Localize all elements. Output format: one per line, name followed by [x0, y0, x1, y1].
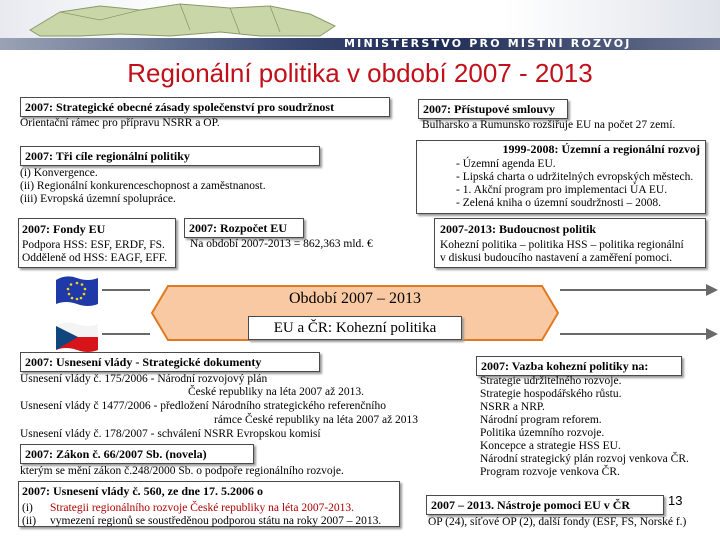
- links-line-3: NSRR a NRP.: [480, 401, 545, 413]
- links-line-5: Politika územního rozvoje.: [480, 427, 605, 439]
- three-goals-line-3: (iii) Evropská územní spolupráce.: [20, 193, 176, 205]
- law-text: kterým se mění zákon č.248/2000 Sb. o podpoře regionálního rozvoje.: [20, 465, 344, 477]
- gov-560-item-1-num: (i): [22, 502, 33, 514]
- links-line-7: Národní strategický plán rozvoj venkova ČR.: [480, 453, 689, 465]
- gov-560-item-2-text: vymezení regionů se soustředěnou podporou státu na roky 2007 – 2013.: [50, 515, 382, 527]
- header-banner: [0, 0, 720, 50]
- funds-title: 2007: Fondy EU: [22, 222, 106, 236]
- czech-flag-icon: [54, 320, 100, 354]
- accession-title: 2007: Přístupové smlouvy: [418, 99, 568, 119]
- tools-text: OP (24), síťové OP (2), další fondy (ESF, FS, Norské f.): [428, 516, 687, 528]
- three-goals-line-1: (i) Konvergence.: [20, 167, 98, 179]
- gov-560-item-2-num: (ii): [22, 515, 37, 527]
- three-goals-title: 2007: Tři cíle regionální politiky: [20, 146, 320, 166]
- gov-560-item-1-text: Strategii regionálního rozvoje České republiky na léta 2007-2013.: [50, 502, 355, 514]
- ministry-name: MINISTERSTVO PRO MÍSTNÍ ROZVOJ: [344, 37, 632, 50]
- three-goals-line-2: (ii) Regionální konkurenceschopnost a zaměstnanost.: [20, 180, 266, 192]
- law-title: 2007: Zákon č. 66/2007 Sb. (novela): [20, 444, 254, 464]
- future-line-1: Kohezní politika – politika HSS – politika regionální: [440, 239, 684, 251]
- links-line-2: Strategie hospodářského růstu.: [480, 388, 622, 400]
- territorial-title: 1999-2008: Územní a regionální rozvoj: [502, 142, 700, 156]
- future-line-2: v diskusi budoucího nastavení a zaměření pomoci.: [440, 252, 673, 264]
- funds-line-2: Odděleně od HSS: EAGF, EFF.: [22, 252, 168, 264]
- gov-resolution-title: 2007: Usnesení vlády - Strategické dokumenty: [20, 352, 320, 372]
- page-title: Regionální politika v období 2007 - 2013: [127, 58, 593, 88]
- future-title: 2007-2013: Budoucnost politik: [440, 222, 597, 236]
- gov-resolution-line-5: Usnesení vlády č. 178/2007 - schválení NSRR Evropskou komisí: [20, 428, 321, 440]
- tools-title: 2007 – 2013. Nástroje pomoci EU v ČR: [426, 495, 664, 515]
- accession-text: Bulharsko a Rumunsko rozšiřuje EU na počet 27 zemí.: [422, 119, 676, 131]
- links-line-6: Koncepce a strategie HSS EU.: [480, 440, 621, 452]
- eu-flag-icon: [54, 274, 100, 308]
- gov-resolution-line-4: rámce České republiky na léta 2007 až 2013: [214, 414, 419, 426]
- gov-560-title: 2007: Usnesení vlády č. 560, ze dne 17. 5.2006 o: [22, 484, 263, 498]
- funds-line-1: Podpora HSS: ESF, ERDF, FS.: [22, 239, 165, 251]
- center-subtitle: EU a ČR: Kohezní politika: [273, 320, 437, 336]
- links-line-1: Strategie udržitelného rozvoje.: [480, 375, 622, 387]
- center-period-title: Období 2007 – 2013: [289, 290, 421, 307]
- links-line-8: Program rozvoje venkova ČR.: [480, 466, 620, 478]
- territorial-line-2: - Lipská charta o udržitelných evropských městech.: [456, 171, 694, 183]
- gov-resolution-line-1: Usnesení vlády č. 175/2006 - Národní rozvojový plán: [20, 373, 268, 385]
- links-line-4: Národní program reforem.: [480, 414, 602, 426]
- territorial-line-4: - Zelená kniha o územní soudržnosti – 2008.: [456, 197, 662, 209]
- gov-resolution-line-3: Usnesení vlády č 1477/2006 - předložení Národního strategického referenčního: [20, 400, 386, 412]
- strategic-text: Orientační rámec pro přípravu NSRR a OP.: [20, 117, 220, 129]
- page-number: 13: [668, 493, 683, 508]
- territorial-line-1: - Územní agenda EU.: [456, 158, 556, 170]
- budget-title: 2007: Rozpočet EU: [184, 218, 304, 238]
- strategic-title: 2007: Strategické obecné zásady společenství pro soudržnost: [20, 97, 390, 117]
- gov-resolution-line-2: České republiky na léta 2007 až 2013.: [188, 386, 364, 398]
- budget-text: Na období 2007-2013 = 862,363 mld. €: [190, 238, 373, 250]
- czech-map-icon: [20, 0, 340, 38]
- links-title: 2007: Vazba kohezní politiky na:: [476, 356, 682, 376]
- territorial-line-3: - 1. Akční program pro implementaci ÚA EU.: [456, 184, 668, 196]
